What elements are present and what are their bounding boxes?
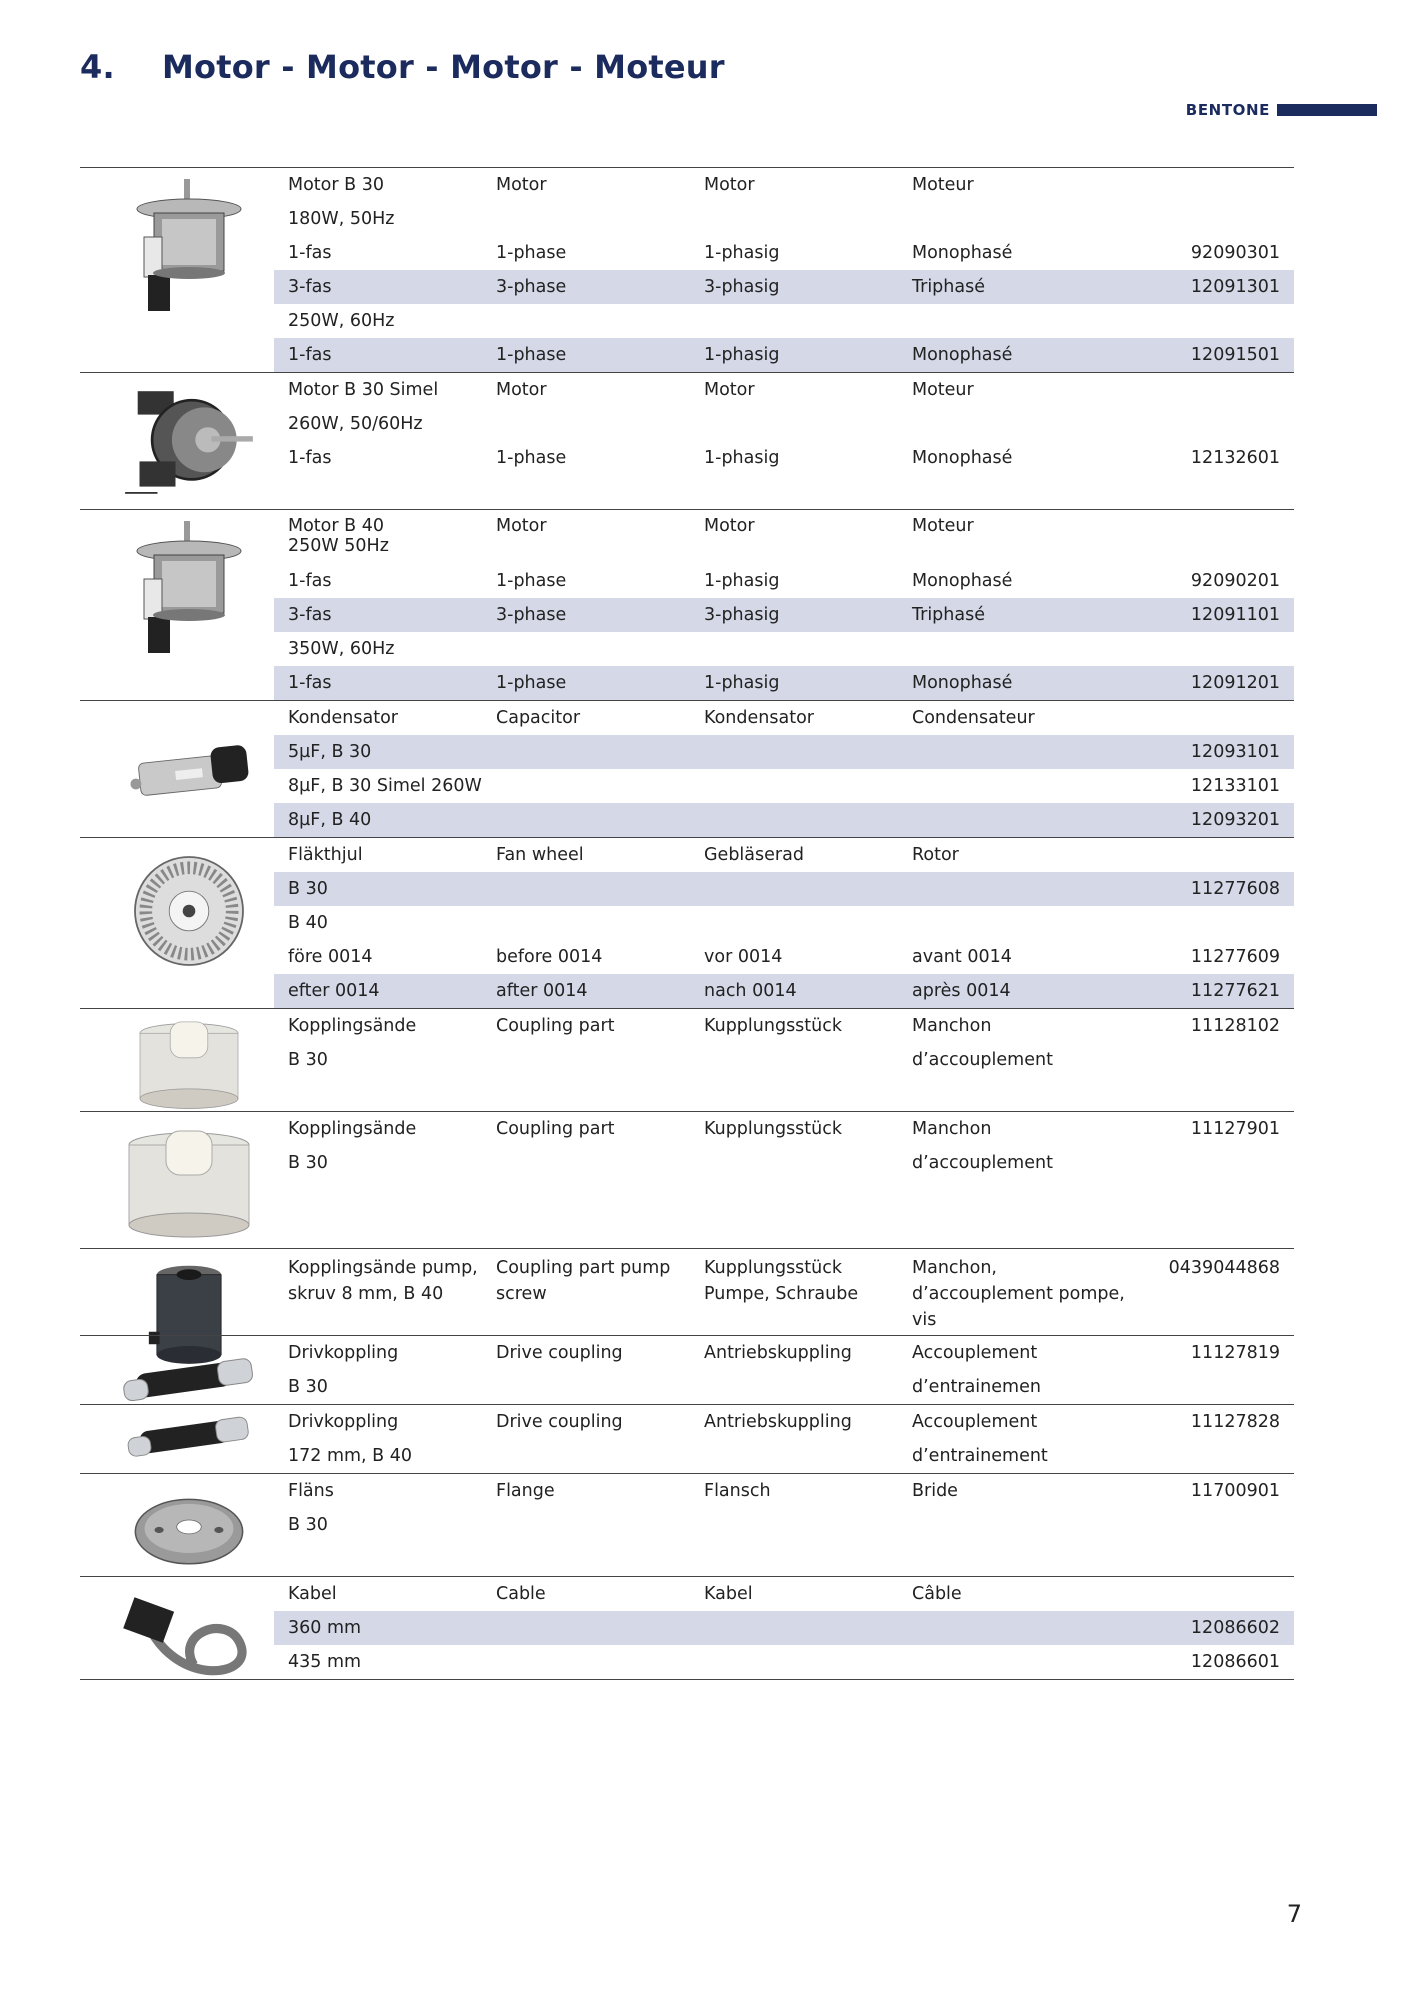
part-section xyxy=(80,1008,1294,1111)
table-row xyxy=(274,1249,1294,1335)
cell-article-number: 11277609 xyxy=(1190,947,1280,967)
motor-icon xyxy=(114,172,264,322)
cell-english: 3-phase xyxy=(496,277,567,297)
cell-french: Manchon xyxy=(912,1119,992,1139)
drive-coupling-icon xyxy=(114,1409,264,1465)
cell-french: d’entrainemen xyxy=(912,1377,1041,1397)
part-section xyxy=(80,372,1294,509)
table-row xyxy=(274,407,1294,441)
table-row xyxy=(274,1645,1294,1679)
cell-german: Motor xyxy=(704,175,755,195)
cell-swedish: 8µF, B 30 Simel 260W xyxy=(288,776,482,796)
cell-swedish: 350W, 60Hz xyxy=(288,639,395,659)
cell-swedish: B 40 xyxy=(288,913,328,933)
section-number: 4. xyxy=(80,48,115,86)
cell-english: Drive coupling xyxy=(496,1343,623,1363)
cell-german: Gebläserad xyxy=(704,845,804,865)
cell-french: Bride xyxy=(912,1481,958,1501)
cell-english: before 0014 xyxy=(496,947,603,967)
cell-swedish: 1-fas xyxy=(288,673,332,693)
section-title: Motor - Motor - Motor - Moteur xyxy=(162,48,725,86)
table-row xyxy=(274,168,1294,202)
cell-swedish: Kondensator xyxy=(288,708,398,728)
cell-german: Kupplungsstück Pumpe, Schraube xyxy=(704,1258,859,1304)
cell-english: 1-phase xyxy=(496,345,567,365)
cell-swedish: 3-fas xyxy=(288,605,332,625)
cell-french: Manchon, d’accouplement pompe, vis xyxy=(912,1258,1125,1330)
part-rows xyxy=(274,838,1294,1008)
cell-french: Triphasé xyxy=(912,605,985,625)
cell-french: Accouplement xyxy=(912,1343,1038,1363)
part-section xyxy=(80,1473,1294,1576)
table-row xyxy=(274,1508,1294,1542)
cell-german: Kondensator xyxy=(704,708,814,728)
table-row xyxy=(274,1542,1294,1576)
table-row xyxy=(274,441,1294,475)
cell-article-number: 12091201 xyxy=(1190,673,1280,693)
cell-german: Kabel xyxy=(704,1584,753,1604)
cell-french: Monophasé xyxy=(912,448,1013,468)
cell-swedish: B 30 xyxy=(288,1153,328,1173)
cell-article-number: 92090201 xyxy=(1190,571,1280,591)
coupling-part-icon xyxy=(114,1118,264,1252)
cell-article-number: 92090301 xyxy=(1190,243,1280,263)
cell-german: 3-phasig xyxy=(704,605,780,625)
table-row xyxy=(274,1611,1294,1645)
table-row xyxy=(274,510,1294,564)
cell-german: vor 0014 xyxy=(704,947,783,967)
cell-article-number: 12091501 xyxy=(1190,345,1280,365)
parts-table xyxy=(80,167,1294,1680)
cell-french: d’accouplement xyxy=(912,1153,1053,1173)
part-section xyxy=(80,837,1294,1008)
cell-english: 1-phase xyxy=(496,243,567,263)
table-row xyxy=(274,1474,1294,1508)
cell-english: Coupling part pump screw xyxy=(496,1258,671,1304)
table-row xyxy=(274,838,1294,872)
table-row xyxy=(274,1577,1294,1611)
table-row xyxy=(274,270,1294,304)
table-row xyxy=(274,872,1294,906)
cell-german: Motor xyxy=(704,380,755,400)
cell-article-number: 11277608 xyxy=(1190,879,1280,899)
cell-german: 3-phasig xyxy=(704,277,780,297)
cell-english: Cable xyxy=(496,1584,546,1604)
part-rows xyxy=(274,1009,1294,1111)
cell-swedish: efter 0014 xyxy=(288,981,380,1001)
part-section xyxy=(80,1576,1294,1680)
cell-swedish: 180W, 50Hz xyxy=(288,209,395,229)
part-rows xyxy=(274,1249,1294,1335)
table-row xyxy=(274,236,1294,270)
cell-german: 1-phasig xyxy=(704,448,780,468)
table-row xyxy=(274,373,1294,407)
cell-swedish: Fläkthjul xyxy=(288,845,363,865)
table-row xyxy=(274,338,1294,372)
cell-article-number: 12093201 xyxy=(1190,810,1280,830)
cell-english: 1-phase xyxy=(496,673,567,693)
table-row xyxy=(274,1077,1294,1111)
table-row xyxy=(274,1405,1294,1439)
part-section xyxy=(80,1335,1294,1404)
cell-swedish: 1-fas xyxy=(288,243,332,263)
part-rows xyxy=(274,373,1294,509)
cell-swedish: Kopplingsände xyxy=(288,1119,417,1139)
cell-article-number: 12086601 xyxy=(1190,1652,1280,1672)
brand-mark xyxy=(1186,101,1377,119)
table-row xyxy=(274,1370,1294,1404)
cell-french: Monophasé xyxy=(912,571,1013,591)
cell-swedish: B 30 xyxy=(288,1515,328,1535)
cell-french: Monophasé xyxy=(912,243,1013,263)
cell-french: Câble xyxy=(912,1584,962,1604)
cell-article-number: 12132601 xyxy=(1190,448,1280,468)
table-row xyxy=(274,202,1294,236)
cell-french: Moteur xyxy=(912,175,974,195)
cell-german: nach 0014 xyxy=(704,981,797,1001)
part-rows xyxy=(274,1577,1294,1679)
part-section xyxy=(80,1404,1294,1473)
part-rows xyxy=(274,701,1294,837)
cell-swedish: Drivkoppling xyxy=(288,1343,399,1363)
part-section xyxy=(80,509,1294,700)
table-row xyxy=(274,735,1294,769)
part-section xyxy=(80,1111,1294,1248)
cell-swedish: 5µF, B 30 xyxy=(288,742,372,762)
table-row xyxy=(274,1043,1294,1077)
flange-icon xyxy=(114,1484,264,1576)
table-row xyxy=(274,974,1294,1008)
part-rows xyxy=(274,1474,1294,1576)
cell-german: 1-phasig xyxy=(704,243,780,263)
cell-swedish: 3-fas xyxy=(288,277,332,297)
table-row xyxy=(274,940,1294,974)
part-rows xyxy=(274,1336,1294,1404)
cell-german: Flansch xyxy=(704,1481,771,1501)
cell-article-number: 11700901 xyxy=(1190,1481,1280,1501)
cell-german: Antriebskuppling xyxy=(704,1412,852,1432)
cell-french: Manchon xyxy=(912,1016,992,1036)
cell-french: Triphasé xyxy=(912,277,985,297)
part-rows xyxy=(274,1112,1294,1248)
part-section xyxy=(80,1248,1294,1335)
cell-english: 1-phase xyxy=(496,448,567,468)
cell-english: Motor xyxy=(496,516,547,536)
cell-french: d’accouplement xyxy=(912,1050,1053,1070)
cell-french: Accouplement xyxy=(912,1412,1038,1432)
table-row xyxy=(274,564,1294,598)
table-row xyxy=(274,1180,1294,1214)
part-rows xyxy=(274,1405,1294,1473)
cell-article-number: 11128102 xyxy=(1190,1016,1280,1036)
cell-article-number: 12133101 xyxy=(1190,776,1280,796)
cell-swedish: 360 mm xyxy=(288,1618,362,1638)
cell-swedish: B 30 xyxy=(288,1377,328,1397)
cell-swedish: Motor B 40 250W 50Hz xyxy=(288,516,389,556)
cell-english: Motor xyxy=(496,380,547,400)
cell-swedish: B 30 xyxy=(288,879,328,899)
cell-article-number: 0439044868 xyxy=(1168,1258,1280,1278)
cell-swedish: Kopplingsände xyxy=(288,1016,417,1036)
cell-swedish: Kopplingsände pump, skruv 8 mm, B 40 xyxy=(288,1258,478,1304)
cell-french: Moteur xyxy=(912,380,974,400)
table-row xyxy=(274,475,1294,509)
cell-swedish: 260W, 50/60Hz xyxy=(288,414,423,434)
motor-icon xyxy=(114,514,264,664)
cell-swedish: 8µF, B 40 xyxy=(288,810,372,830)
motor-simel-icon xyxy=(114,375,264,501)
table-row xyxy=(274,632,1294,666)
cell-english: Coupling part xyxy=(496,1016,615,1036)
cell-french: Monophasé xyxy=(912,673,1013,693)
table-row xyxy=(274,1336,1294,1370)
cell-swedish: 435 mm xyxy=(288,1652,362,1672)
cell-swedish: Fläns xyxy=(288,1481,334,1501)
table-row xyxy=(274,1146,1294,1180)
part-rows xyxy=(274,168,1294,372)
cell-swedish: före 0014 xyxy=(288,947,373,967)
cell-article-number: 12091301 xyxy=(1190,277,1280,297)
table-row xyxy=(274,598,1294,632)
cell-swedish: 250W, 60Hz xyxy=(288,311,395,331)
cell-french: après 0014 xyxy=(912,981,1011,1001)
table-row xyxy=(274,304,1294,338)
table-row xyxy=(274,803,1294,837)
cell-french: Condensateur xyxy=(912,708,1035,728)
table-row xyxy=(274,769,1294,803)
cell-swedish: Motor B 30 Simel xyxy=(288,380,439,400)
cell-english: Motor xyxy=(496,175,547,195)
cell-english: Flange xyxy=(496,1481,555,1501)
cell-swedish: 172 mm, B 40 xyxy=(288,1446,413,1466)
cell-german: Kupplungsstück xyxy=(704,1119,843,1139)
cell-swedish: 1-fas xyxy=(288,345,332,365)
part-section xyxy=(80,700,1294,837)
cell-article-number: 11127819 xyxy=(1190,1343,1280,1363)
cell-german: 1-phasig xyxy=(704,673,780,693)
table-row xyxy=(274,1009,1294,1043)
cell-swedish: 1-fas xyxy=(288,571,332,591)
cell-english: Drive coupling xyxy=(496,1412,623,1432)
cell-swedish: Drivkoppling xyxy=(288,1412,399,1432)
cell-article-number: 12091101 xyxy=(1190,605,1280,625)
page-heading xyxy=(80,48,725,86)
table-row xyxy=(274,906,1294,940)
part-rows xyxy=(274,510,1294,700)
fan-wheel-icon xyxy=(114,848,264,974)
cell-swedish: B 30 xyxy=(288,1050,328,1070)
cell-french: Monophasé xyxy=(912,345,1013,365)
cell-article-number: 12093101 xyxy=(1190,742,1280,762)
cell-english: after 0014 xyxy=(496,981,588,1001)
cell-english: Fan wheel xyxy=(496,845,584,865)
cell-swedish: 1-fas xyxy=(288,448,332,468)
cell-swedish: Kabel xyxy=(288,1584,337,1604)
cell-swedish: Motor B 30 xyxy=(288,175,384,195)
capacitor-icon xyxy=(114,721,264,811)
page-number: 7 xyxy=(1286,1900,1302,1928)
cell-german: Kupplungsstück xyxy=(704,1016,843,1036)
cell-english: 1-phase xyxy=(496,571,567,591)
cell-german: Motor xyxy=(704,516,755,536)
drive-coupling-icon xyxy=(114,1350,264,1410)
cell-article-number: 11127901 xyxy=(1190,1119,1280,1139)
cell-english: Capacitor xyxy=(496,708,581,728)
table-row xyxy=(274,1112,1294,1146)
cell-article-number: 11127828 xyxy=(1190,1412,1280,1432)
cell-german: Antriebskuppling xyxy=(704,1343,852,1363)
cell-german: 1-phasig xyxy=(704,571,780,591)
cell-french: d’entrainement xyxy=(912,1446,1048,1466)
cable-icon xyxy=(114,1587,264,1697)
cell-french: avant 0014 xyxy=(912,947,1012,967)
table-row xyxy=(274,701,1294,735)
table-row xyxy=(274,666,1294,700)
cell-article-number: 12086602 xyxy=(1190,1618,1280,1638)
coupling-part-icon xyxy=(114,1017,264,1115)
table-row xyxy=(274,1439,1294,1473)
cell-german: 1-phasig xyxy=(704,345,780,365)
cell-english: 3-phase xyxy=(496,605,567,625)
brand-name: BENTONE xyxy=(1185,101,1270,119)
cell-french: Rotor xyxy=(912,845,959,865)
cell-french: Moteur xyxy=(912,516,974,536)
table-row xyxy=(274,1214,1294,1248)
brand-bar xyxy=(1277,104,1377,116)
cell-article-number: 11277621 xyxy=(1190,981,1280,1001)
cell-english: Coupling part xyxy=(496,1119,615,1139)
part-section xyxy=(80,167,1294,372)
